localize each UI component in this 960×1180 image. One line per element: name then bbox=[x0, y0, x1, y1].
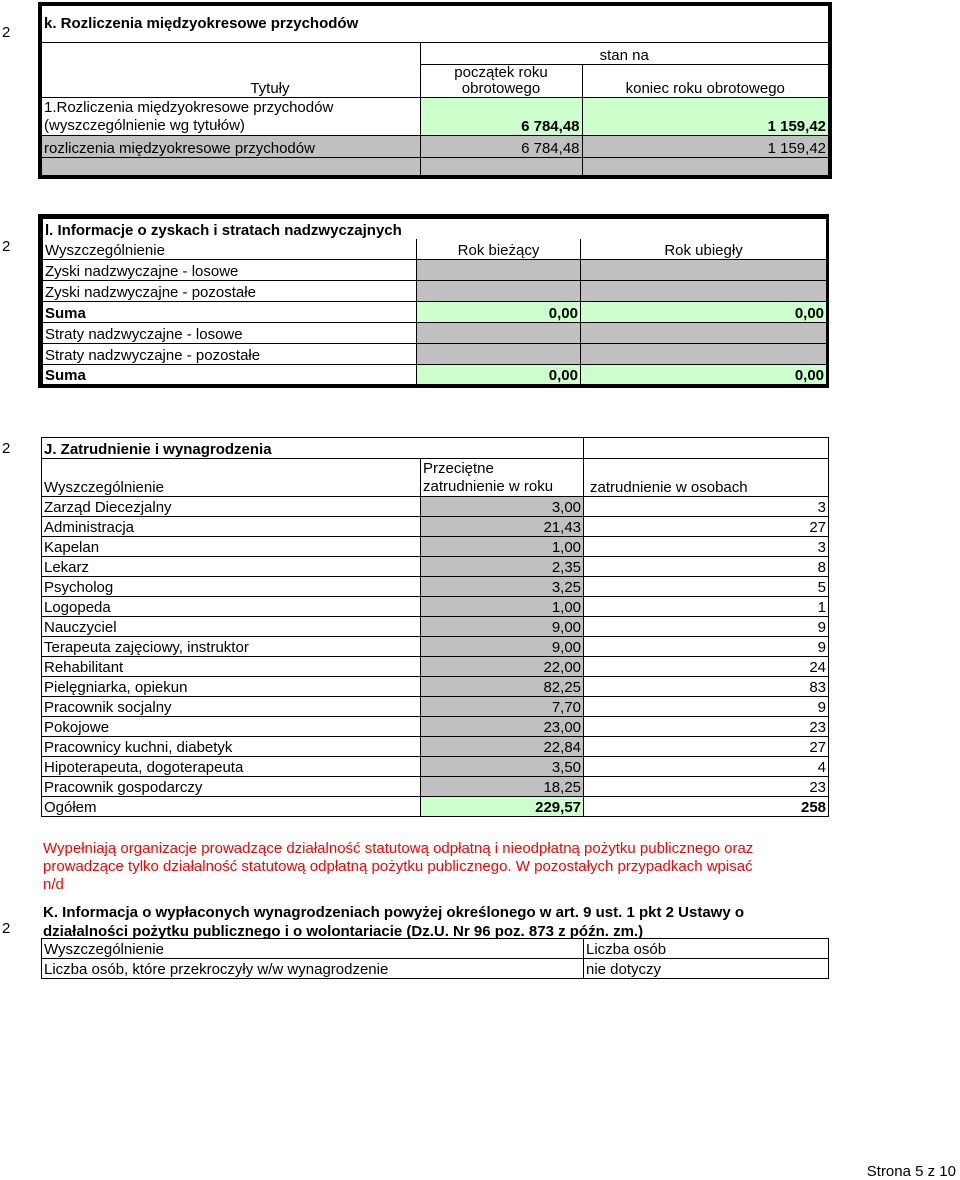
section-j-table bbox=[41, 437, 829, 817]
table-row bbox=[42, 617, 829, 637]
avg-employment: 18,25 bbox=[421, 777, 584, 797]
suma-previous: 0,00 bbox=[581, 365, 828, 386]
employee-category: Hipoterapeuta, dogoterapeuta bbox=[42, 757, 421, 777]
table-row bbox=[42, 757, 829, 777]
col-tytuly: Tytuły bbox=[250, 79, 290, 97]
col-wyszczegolnienie: Wyszczególnienie bbox=[42, 459, 421, 497]
persons-count: 3 bbox=[584, 497, 829, 517]
persons-count: 8 bbox=[584, 557, 829, 577]
row-label: Zyski nadzwyczajne - losowe bbox=[41, 260, 417, 281]
avg-employment: 7,70 bbox=[421, 697, 584, 717]
table-row bbox=[42, 777, 829, 797]
persons-count: 5 bbox=[584, 577, 829, 597]
total-avg: 229,57 bbox=[421, 797, 584, 817]
persons-count: 24 bbox=[584, 657, 829, 677]
avg-employment: 2,35 bbox=[421, 557, 584, 577]
avg-employment: 3,50 bbox=[421, 757, 584, 777]
col-rok-biezacy: Rok bieżący bbox=[417, 239, 581, 260]
employee-category: Zarząd Diecezjalny bbox=[42, 497, 421, 517]
row-previous bbox=[581, 323, 828, 344]
col-wyszczegolnienie: Wyszczególnienie bbox=[45, 242, 165, 259]
col-przecietne: Przeciętne zatrudnienie w roku bbox=[421, 459, 584, 497]
row-previous bbox=[581, 260, 828, 281]
row-label: Straty nadzwyczajne - losowe bbox=[41, 323, 417, 344]
persons-count: 9 bbox=[584, 617, 829, 637]
table-row bbox=[42, 637, 829, 657]
suma-current: 0,00 bbox=[417, 365, 581, 386]
row-previous bbox=[581, 281, 828, 302]
persons-count: 9 bbox=[584, 697, 829, 717]
section-k-title: k. Rozliczenia międzyokresowe przychodów bbox=[44, 15, 359, 33]
section-j-title: J. Zatrudnienie i wynagrodzenia bbox=[42, 438, 584, 459]
row-label: Zyski nadzwyczajne - pozostałe bbox=[41, 281, 417, 302]
table-row bbox=[42, 497, 829, 517]
table-row bbox=[42, 737, 829, 757]
total-label: Ogółem bbox=[42, 797, 421, 817]
section-kk-number: 2 bbox=[2, 920, 11, 937]
instruction-note: Wypełniają organizacje prowadzące działalność statutową odpłatną i nieodpłatną pożytku publicznego oraz prowadzące tylko działalność statutową odpłatną pożytku publicznego. W pozostałych przypadkach wpisać n/d bbox=[43, 840, 754, 893]
row-current bbox=[417, 344, 581, 365]
employee-category: Pracownicy kuchni, diabetyk bbox=[42, 737, 421, 757]
employee-category: Nauczyciel bbox=[42, 617, 421, 637]
avg-employment: 21,43 bbox=[421, 517, 584, 537]
employee-category: Pracownik socjalny bbox=[42, 697, 421, 717]
page-number: Strona 5 z 10 bbox=[866, 1163, 956, 1180]
table-row bbox=[42, 557, 829, 577]
table-row bbox=[42, 657, 829, 677]
avg-employment: 22,00 bbox=[421, 657, 584, 677]
section-kk-table bbox=[41, 938, 829, 979]
kk-row-label: Liczba osób, które przekroczyły w/w wynagrodzenie bbox=[42, 959, 584, 979]
col-osoby: zatrudnienie w osobach bbox=[584, 459, 829, 497]
persons-count: 4 bbox=[584, 757, 829, 777]
row-label: Straty nadzwyczajne - pozostałe bbox=[41, 344, 417, 365]
stan-na-header: stan na bbox=[420, 42, 830, 64]
persons-count: 1 bbox=[584, 597, 829, 617]
section-l-number: 2 bbox=[2, 238, 11, 255]
table-row bbox=[42, 717, 829, 737]
persons-count: 3 bbox=[584, 537, 829, 557]
persons-count: 27 bbox=[584, 737, 829, 757]
employee-category: Kapelan bbox=[42, 537, 421, 557]
avg-employment: 1,00 bbox=[421, 537, 584, 557]
row-current bbox=[417, 281, 581, 302]
kk-col-label: Wyszczególnienie bbox=[42, 939, 584, 959]
row-current bbox=[417, 323, 581, 344]
avg-employment: 3,00 bbox=[421, 497, 584, 517]
persons-count: 83 bbox=[584, 677, 829, 697]
row1-end: 1 159,42 bbox=[582, 97, 830, 135]
avg-employment: 9,00 bbox=[421, 637, 584, 657]
table-row bbox=[42, 577, 829, 597]
row2-end: 1 159,42 bbox=[582, 135, 830, 157]
table-row bbox=[42, 517, 829, 537]
row-previous bbox=[581, 344, 828, 365]
col-rok-ubiegly: Rok ubiegły bbox=[581, 239, 828, 260]
employee-category: Pokojowe bbox=[42, 717, 421, 737]
suma-previous: 0,00 bbox=[581, 302, 828, 323]
col-poczatek: początek roku obrotowego bbox=[420, 64, 582, 97]
row1-start: 6 784,48 bbox=[420, 97, 582, 135]
employee-category: Pielęgniarka, opiekun bbox=[42, 677, 421, 697]
employee-category: Administracja bbox=[42, 517, 421, 537]
row2-label: rozliczenia międzyokresowe przychodów bbox=[40, 135, 420, 157]
avg-employment: 82,25 bbox=[421, 677, 584, 697]
avg-employment: 23,00 bbox=[421, 717, 584, 737]
section-l-title: l. Informacje o zyskach i stratach nadzwyczajnych bbox=[45, 221, 402, 239]
persons-count: 23 bbox=[584, 777, 829, 797]
col-koniec: koniec roku obrotowego bbox=[582, 64, 830, 97]
total-persons: 258 bbox=[584, 797, 829, 817]
section-kk-title: K. Informacja o wypłaconych wynagrodzeniach powyżej określonego w art. 9 ust. 1 pkt 2 Ustawy o działalności pożytku publicznego i o wolontariacie (Dz.U. Nr 96 poz. 873 z późn. zm.) bbox=[43, 904, 745, 940]
kk-col-count: Liczba osób bbox=[584, 939, 829, 959]
avg-employment: 22,84 bbox=[421, 737, 584, 757]
employee-category: Pracownik gospodarczy bbox=[42, 777, 421, 797]
table-row bbox=[42, 537, 829, 557]
row-current bbox=[417, 260, 581, 281]
avg-employment: 1,00 bbox=[421, 597, 584, 617]
suma-label: Suma bbox=[41, 302, 417, 323]
suma-label: Suma bbox=[41, 365, 417, 386]
suma-current: 0,00 bbox=[417, 302, 581, 323]
section-l-table bbox=[38, 214, 829, 388]
employee-category: Logopeda bbox=[42, 597, 421, 617]
avg-employment: 3,25 bbox=[421, 577, 584, 597]
section-k-table bbox=[38, 2, 832, 179]
avg-employment: 9,00 bbox=[421, 617, 584, 637]
table-row bbox=[42, 697, 829, 717]
persons-count: 9 bbox=[584, 637, 829, 657]
row1-label: 1.Rozliczenia międzyokresowe przychodów (wyszczególnienie wg tytułów) bbox=[40, 97, 420, 135]
kk-row-value: nie dotyczy bbox=[584, 959, 829, 979]
employee-category: Terapeuta zajęciowy, instruktor bbox=[42, 637, 421, 657]
table-row bbox=[42, 597, 829, 617]
employee-category: Lekarz bbox=[42, 557, 421, 577]
employee-category: Rehabilitant bbox=[42, 657, 421, 677]
persons-count: 23 bbox=[584, 717, 829, 737]
persons-count: 27 bbox=[584, 517, 829, 537]
employee-category: Psycholog bbox=[42, 577, 421, 597]
section-j-number: 2 bbox=[2, 440, 11, 457]
table-row bbox=[42, 677, 829, 697]
section-k-number: 2 bbox=[2, 24, 11, 41]
row2-start: 6 784,48 bbox=[420, 135, 582, 157]
